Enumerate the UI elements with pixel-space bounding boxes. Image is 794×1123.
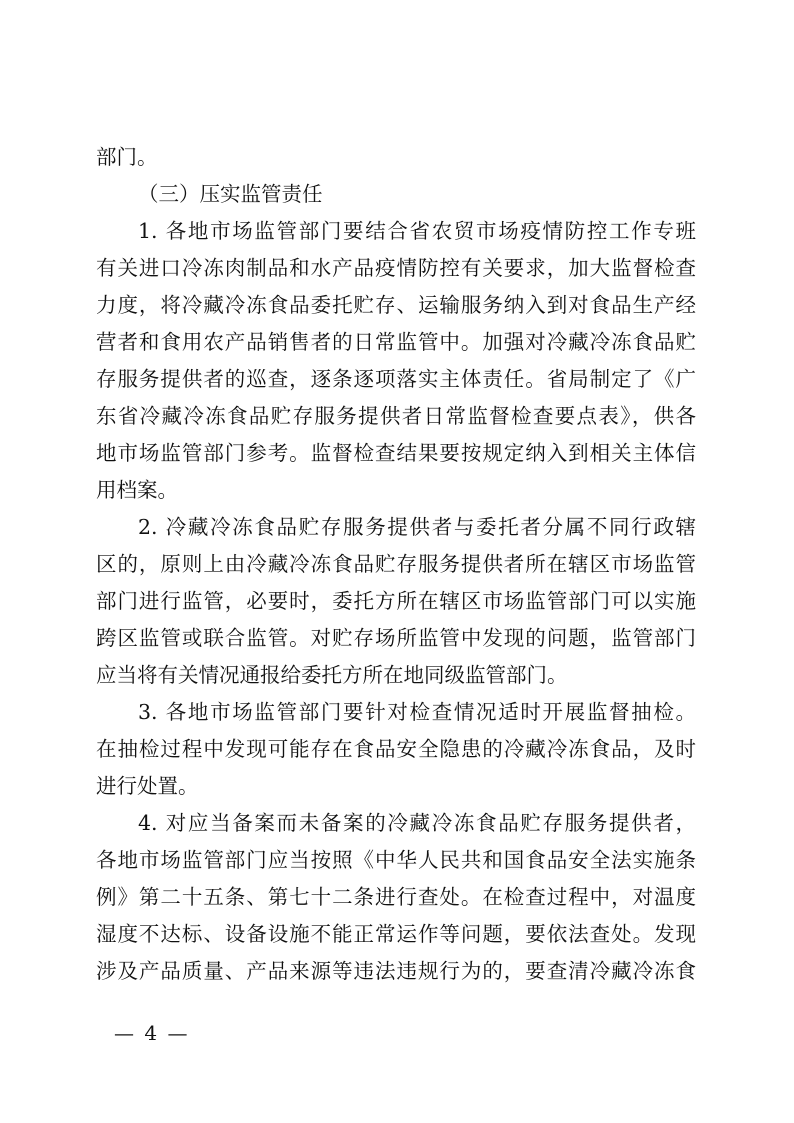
page-number: — 4 — bbox=[114, 1021, 190, 1045]
paragraph-1-line-4: 营者和食用农产品销售者的日常监管中。加强对冷藏冷冻食品贮 bbox=[96, 330, 696, 354]
continuation-text: 部门。 bbox=[96, 145, 158, 169]
paragraph-4-line-5: 涉及产品质量、产品来源等违法违规行为的，要查清冷藏冷冻食 bbox=[96, 959, 696, 983]
paragraph-1-line-1: 1. 各地市场监管部门要结合省农贸市场疫情防控工作专班 bbox=[138, 219, 696, 243]
paragraph-2-line-3: 部门进行监管，必要时，委托方所在辖区市场监管部门可以实施 bbox=[96, 589, 696, 613]
paragraph-2-line-4: 跨区监管或联合监管。对贮存场所监管中发现的问题，监管部门 bbox=[96, 626, 696, 650]
paragraph-1-line-5: 存服务提供者的巡查，逐条逐项落实主体责任。省局制定了《广 bbox=[96, 367, 696, 391]
paragraph-4-line-3: 例》第二十五条、第七十二条进行查处。在检查过程中，对温度 bbox=[96, 885, 696, 909]
paragraph-1-line-8: 用档案。 bbox=[96, 478, 178, 502]
paragraph-4-line-1: 4. 对应当备案而未备案的冷藏冷冻食品贮存服务提供者， bbox=[138, 811, 696, 835]
paragraph-4-line-4: 湿度不达标、设备设施不能正常运作等问题，要依法查处。发现 bbox=[96, 922, 696, 946]
paragraph-1-line-2: 有关进口冷冻肉制品和水产品疫情防控有关要求，加大监督检查 bbox=[96, 256, 696, 280]
paragraph-1-line-3: 力度，将冷藏冷冻食品委托贮存、运输服务纳入到对食品生产经 bbox=[96, 293, 696, 317]
paragraph-2-line-1: 2. 冷藏冷冻食品贮存服务提供者与委托者分属不同行政辖 bbox=[138, 515, 696, 539]
paragraph-1-line-7: 地市场监管部门参考。监督检查结果要按规定纳入到相关主体信 bbox=[96, 441, 696, 465]
paragraph-1-line-6: 东省冷藏冷冻食品贮存服务提供者日常监督检查要点表》，供各 bbox=[96, 404, 696, 428]
paragraph-2-line-5: 应当将有关情况通报给委托方所在地同级监管部门。 bbox=[96, 663, 568, 687]
paragraph-4-line-2: 各地市场监管部门应当按照《中华人民共和国食品安全法实施条 bbox=[96, 848, 696, 872]
paragraph-2-line-2: 区的，原则上由冷藏冷冻食品贮存服务提供者所在辖区市场监管 bbox=[96, 552, 696, 576]
paragraph-3-line-3: 进行处置。 bbox=[96, 774, 199, 798]
paragraph-3-line-2: 在抽检过程中发现可能存在食品安全隐患的冷藏冷冻食品，及时 bbox=[96, 737, 696, 761]
section-heading: （三）压实监管责任 bbox=[138, 182, 323, 206]
paragraph-3-line-1: 3. 各地市场监管部门要针对检查情况适时开展监督抽检。 bbox=[138, 700, 696, 724]
